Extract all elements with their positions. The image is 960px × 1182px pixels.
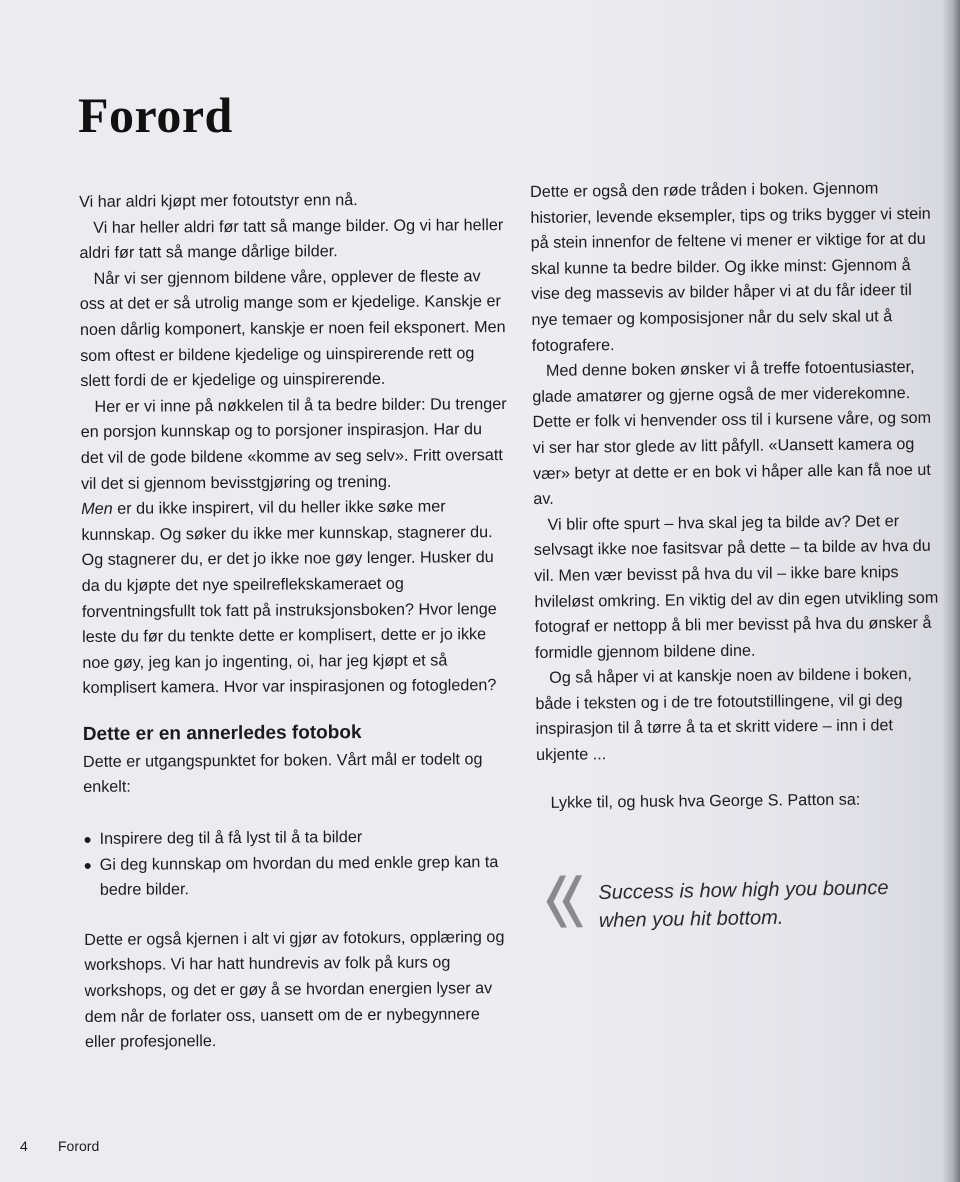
paragraph: Vi har aldri kjøpt mer fotoutstyr enn nå. xyxy=(79,191,358,211)
page-edge-shadow xyxy=(942,0,960,1182)
paragraph: Vi blir ofte spurt – hva skal jeg ta bilde av? Det er selvsagt ikke noe fasitsvar på dette – ta bilde av hva du vil. Men vær bevisst på hva du vil – ikke bare knips hvileløst omkring. En viktig del av din egen utvikling som fotograf er nettopp å bli mer bevisst på hva du ønsker å formidle gjennom bildene dine. xyxy=(533,511,939,662)
bullet-icon xyxy=(85,837,91,843)
paragraph: Her er vi inne på nøkkelen til å ta bedre bilder: Du trenger en porsjon kunnskap og to porsjoner inspirasjon. Har du det vil de gode bildene «komme av seg selv». Fritt oversatt vil det si gjennom bevisstgjøring og trening. xyxy=(80,394,507,493)
paragraph: Lykke til, og husk hva George S. Patton sa: xyxy=(550,790,861,812)
paragraph: Vi har heller aldri før tatt så mange bilder. Og vi har heller aldri før tatt så mange dårlige bilder. xyxy=(79,215,504,263)
right-column xyxy=(530,176,947,817)
bullet-icon xyxy=(85,863,91,869)
running-footer-title: Forord xyxy=(58,1138,100,1154)
paragraph xyxy=(81,494,510,702)
list-item xyxy=(84,850,512,904)
italic-word: Men xyxy=(81,499,113,519)
list-item xyxy=(83,824,511,853)
pull-quote xyxy=(540,865,941,952)
quote-text: Success is how high you bounce when you hit bottom. xyxy=(598,876,889,932)
paragraph: Med denne boken ønsker vi å treffe fotoentusiaster, glade amatører og gjerne også de mer viderekomne. Dette er folk vi henvender oss til i kursene våre, og som vi ser har stor glede av litt påfyll. «Uansett kamera og vær» betyr at dette er en bok vi håper alle kan få noe ut av. xyxy=(532,358,932,509)
list-item-text: Inspirere deg til å få lyst til å ta bilder xyxy=(99,828,363,848)
paragraph-text: er du ikke inspirert, vil du heller ikke søke mer kunnskap. Og søker du ikke mer kunnskap, stagnerer du. Og stagnerer du, er det jo ikke noe gøy lenger. Husker du da du kjøpte det nye speilreflekskameraet og forventningsfullt tok fatt på instruksjonsboken? Hvor lenge leste du før du tenkte dette er komplisert, dette er jo ikke noe gøy, jeg kan jo ingenting, oi, har jeg kjøpt et så komplisert kamera. Hvor var inspirasjonen og fotogleden? xyxy=(81,497,497,698)
left-column xyxy=(79,187,513,1056)
bullet-list xyxy=(83,824,512,904)
page-title: Forord xyxy=(78,87,233,143)
section-intro: Dette er utgangspunktet for boken. Vårt mål er todelt og enkelt: xyxy=(82,750,483,797)
page-number: 4 xyxy=(20,1138,28,1154)
section-heading: Dette er en annerledes fotobok xyxy=(82,721,362,745)
paragraph: Når vi ser gjennom bildene våre, opplever de fleste av oss at det er så utrolig mange som er kjedelige. Kanskje er noen dårlig komponert, kanskje er noen feil eksponert. Men som oftest er bildene kjedelige og uinspirerende rett og slett fordi de er kjedelige og uinspirerende. xyxy=(79,266,506,391)
paragraph: Og så håper vi at kanskje noen av bildene i boken, både i teksten og i de tre fotoutstillingene, vil gi deg inspirasjon til å tørre å ta et skritt videre – inn i det ukjente ... xyxy=(535,665,912,765)
list-item-text: Gi deg kunnskap om hvordan du med enkle grep kan ta bedre bilder. xyxy=(99,852,499,900)
paragraph: Dette er også den røde tråden i boken. Gjennom historier, levende eksempler, tips og triks bygger vi stein på stein innenfor de feltene vi mener er viktige for at du skal kunne ta bedre bilder. Og ikke minst: Gjennom å vise deg massevis av bilder håper vi at du får ideer til nye temaer og komposisjoner når du selv skal ut å fotografere. xyxy=(530,179,931,355)
quote-mark-icon xyxy=(540,871,587,932)
page-footer xyxy=(20,1138,99,1154)
paragraph: Dette er også kjernen i alt vi gjør av fotokurs, opplæring og workshops. Vi har hatt hundrevis av folk på kurs og workshops, og det er gøy å se hvordan energien lyser av dem når de forlater oss, uansett om de er nybegynnere eller profesjonelle. xyxy=(84,927,505,1052)
